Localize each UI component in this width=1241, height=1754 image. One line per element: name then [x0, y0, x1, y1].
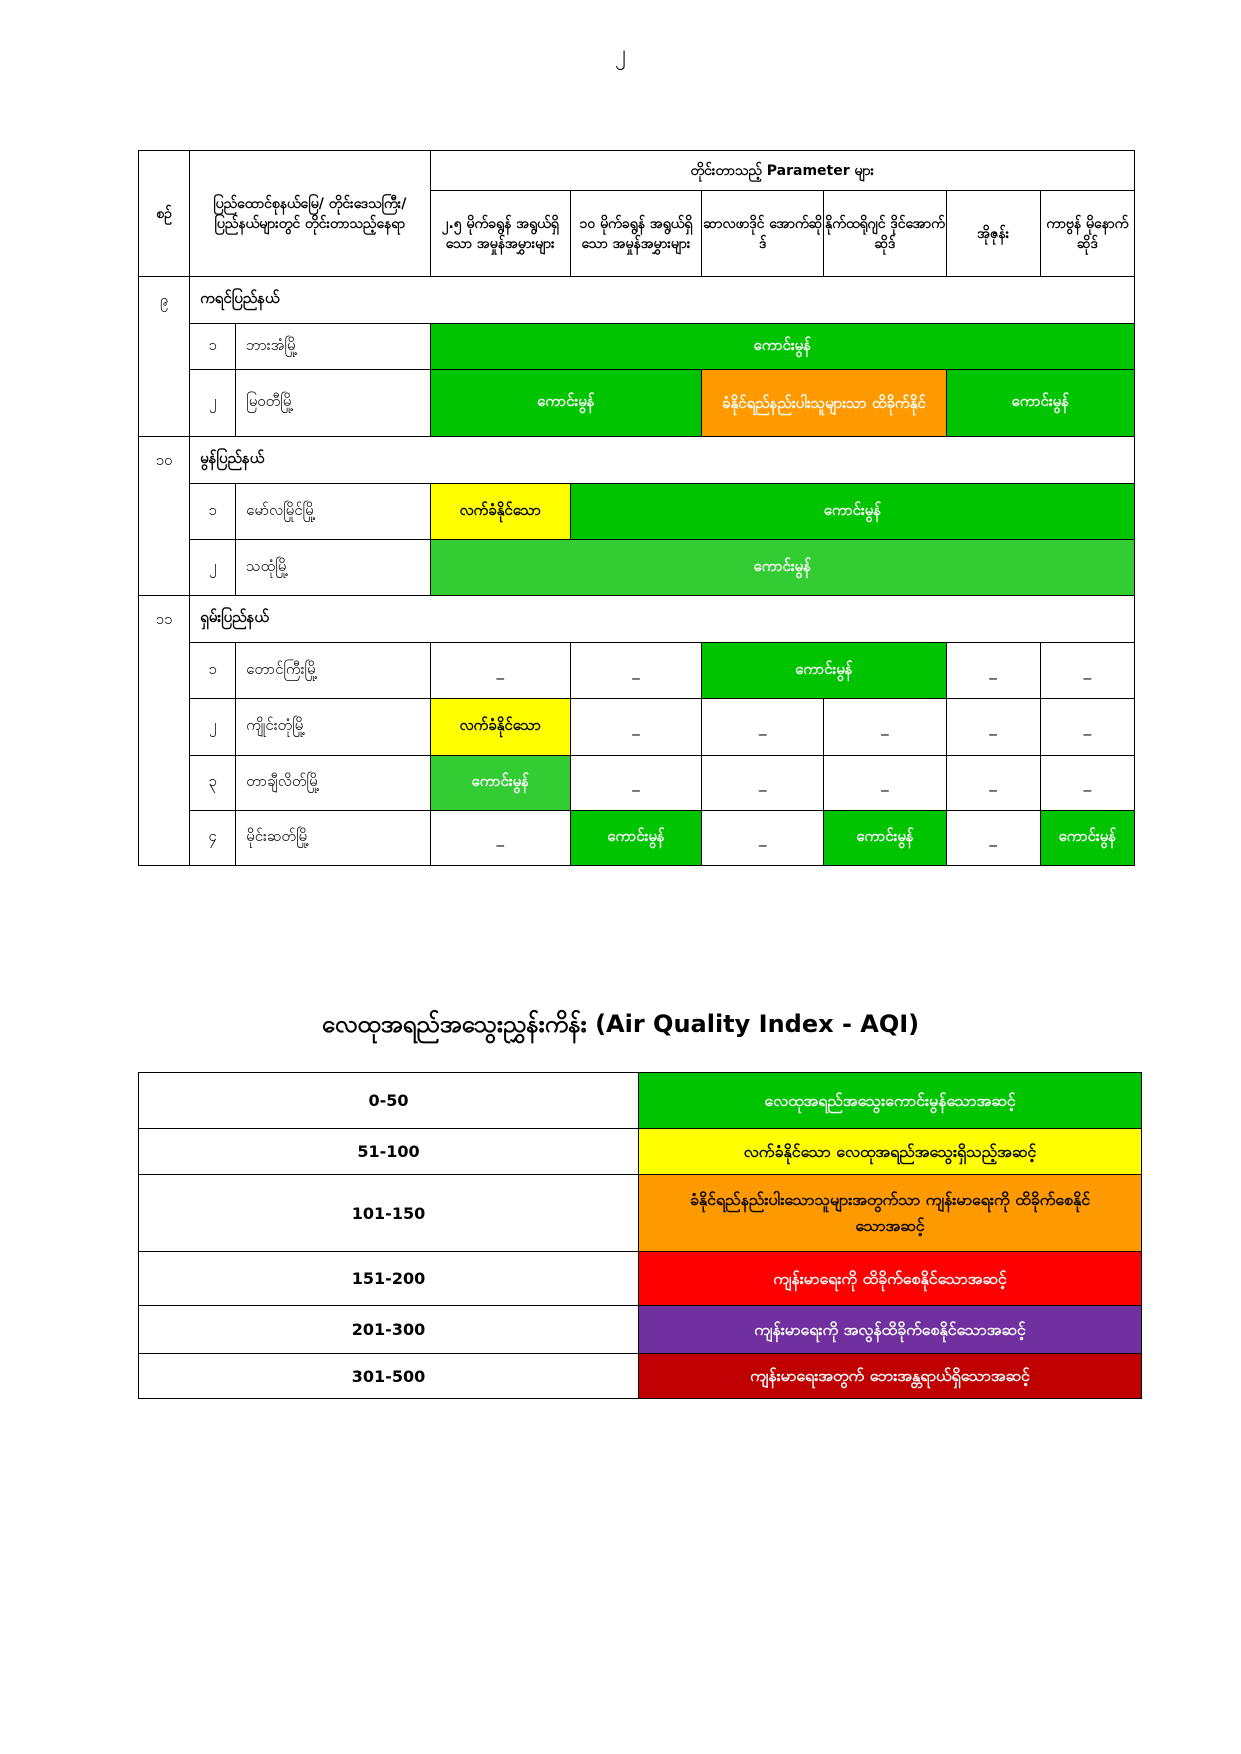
- city-name: တာချီလိတ်မြို့: [236, 756, 430, 811]
- aqi-description: ကျန်းမာရေးကို အလွန်ထိခိုက်စေနိုင်သောအဆင့်: [639, 1306, 1142, 1354]
- city-name: မော်လမြိုင်မြို့: [236, 484, 430, 540]
- aqi-range: 151-200: [139, 1252, 639, 1306]
- aqi-range: 201-300: [139, 1306, 639, 1354]
- no-data-cell: _: [702, 699, 824, 756]
- header-param-no2: နိုက်ထရိုဂျင် ဒိုင်အောက် ဆိုဒ်: [824, 191, 946, 277]
- header-param-co: ကာဗွန် မိုနောက် ဆိုဒ်: [1040, 191, 1134, 277]
- aqi-range: 0-50: [139, 1073, 639, 1129]
- aqi-description: ခံနိုင်ရည်နည်းပါးသောသူများအတွက်သာ ကျန်းမာရေးကို ထိခိုက်စေနိုင်သောအဆင့်: [639, 1175, 1142, 1252]
- section-name: ရှမ်းပြည်နယ်: [190, 596, 1135, 643]
- no-data-cell: _: [946, 699, 1040, 756]
- status-cell: ကောင်းမွန်: [946, 370, 1134, 437]
- no-data-cell: _: [570, 756, 701, 811]
- city-name: ကျိုင်းတုံမြို့: [236, 699, 430, 756]
- section-name: ကရင်ပြည်နယ်: [190, 277, 1135, 324]
- no-data-cell: _: [946, 756, 1040, 811]
- no-data-cell: _: [430, 811, 570, 866]
- row-number: ၁: [190, 324, 236, 370]
- row-number: ၄: [190, 811, 236, 866]
- aqi-range: 101-150: [139, 1175, 639, 1252]
- no-data-cell: _: [1040, 699, 1134, 756]
- no-data-cell: _: [702, 811, 824, 866]
- status-cell: ကောင်းမွန်: [430, 756, 570, 811]
- aqi-title: လေထုအရည်အသွေးညွှန်းကိန်း (Air Quality Index - AQI): [321, 1010, 920, 1038]
- header-sequence: စဉ်: [139, 151, 190, 277]
- aqi-row: [139, 1306, 1142, 1354]
- no-data-cell: _: [1040, 643, 1134, 699]
- no-data-cell: _: [430, 643, 570, 699]
- no-data-cell: _: [1040, 756, 1134, 811]
- row-number: ၁: [190, 643, 236, 699]
- city-name: မြဝတီမြို့: [236, 370, 430, 437]
- aqi-legend-table: [138, 1072, 1142, 1399]
- row-number: ၃: [190, 756, 236, 811]
- aqi-description: လေထုအရည်အသွေးကောင်းမွန်သောအဆင့်: [639, 1073, 1142, 1129]
- row-number: ၂: [190, 699, 236, 756]
- no-data-cell: _: [702, 756, 824, 811]
- status-cell: ကောင်းမွန်: [702, 643, 946, 699]
- row-number: ၂: [190, 540, 236, 596]
- status-cell: ကောင်းမွန်: [1040, 811, 1134, 866]
- status-cell: ကောင်းမွန်: [430, 324, 1134, 370]
- row-number: ၂: [190, 370, 236, 437]
- no-data-cell: _: [570, 699, 701, 756]
- status-cell: ခံနိုင်ရည်နည်းပါးသူများသာ ထိခိုက်နိုင်: [702, 370, 946, 437]
- no-data-cell: _: [946, 643, 1040, 699]
- status-cell: ကောင်းမွန်: [824, 811, 946, 866]
- city-name: မိုင်းဆတ်မြို့: [236, 811, 430, 866]
- aqi-description: ကျန်းမာရေးကို ထိခိုက်စေနိုင်သောအဆင့်: [639, 1252, 1142, 1306]
- aqi-range: 51-100: [139, 1129, 639, 1175]
- status-cell: ကောင်းမွန်: [570, 484, 1134, 540]
- aqi-range: 301-500: [139, 1354, 639, 1399]
- row-number: ၁: [190, 484, 236, 540]
- city-name: ဘားအံမြို့: [236, 324, 430, 370]
- aqi-description: လက်ခံနိုင်သော လေထုအရည်အသွေးရှိသည့်အဆင့်: [639, 1129, 1142, 1175]
- status-cell: ကောင်းမွန်: [570, 811, 701, 866]
- no-data-cell: _: [570, 643, 701, 699]
- header-param-so2: ဆာလဖာဒိုင် အောက်ဆိုဒ်: [702, 191, 824, 277]
- air-quality-measurement-table: [138, 150, 1135, 866]
- aqi-row: [139, 1354, 1142, 1399]
- city-name: တောင်ကြီးမြို့: [236, 643, 430, 699]
- status-cell: လက်ခံနိုင်သော: [430, 484, 570, 540]
- aqi-row: [139, 1175, 1142, 1252]
- no-data-cell: _: [824, 756, 946, 811]
- section-number: ၁၀: [139, 437, 190, 596]
- status-cell: ကောင်းမွန်: [430, 540, 1134, 596]
- section-name: မွန်ပြည်နယ်: [190, 437, 1135, 484]
- aqi-description: ကျန်းမာရေးအတွက် ဘေးအန္တရာယ်ရှိသောအဆင့်: [639, 1354, 1142, 1399]
- header-parameters: တိုင်းတာသည့် Parameter များ: [430, 151, 1134, 191]
- header-location: ပြည်ထောင်စုနယ်မြေ/ တိုင်းဒေသကြီး/ ပြည်နယ်များတွင် တိုင်းတာသည့်နေရာ: [190, 151, 430, 277]
- status-cell: ကောင်းမွန်: [430, 370, 702, 437]
- page-number: ၂: [615, 41, 626, 66]
- no-data-cell: _: [946, 811, 1040, 866]
- header-param-pm10: ၁၀ မိုက်ခရွန် အရွယ်ရှိသော အမှုန်အမွှားများ: [570, 191, 701, 277]
- city-name: သထုံမြို့: [236, 540, 430, 596]
- status-cell: လက်ခံနိုင်သော: [430, 699, 570, 756]
- aqi-row: [139, 1073, 1142, 1129]
- section-number: ၉: [139, 277, 190, 437]
- header-param-ozone: အိုဇုန်း: [946, 191, 1040, 277]
- aqi-row: [139, 1252, 1142, 1306]
- header-param-pm25: ၂.၅ မိုက်ခရွန် အရွယ်ရှိသော အမှုန်အမွှားများ: [430, 191, 570, 277]
- aqi-row: [139, 1129, 1142, 1175]
- no-data-cell: _: [824, 699, 946, 756]
- section-number: ၁၁: [139, 596, 190, 866]
